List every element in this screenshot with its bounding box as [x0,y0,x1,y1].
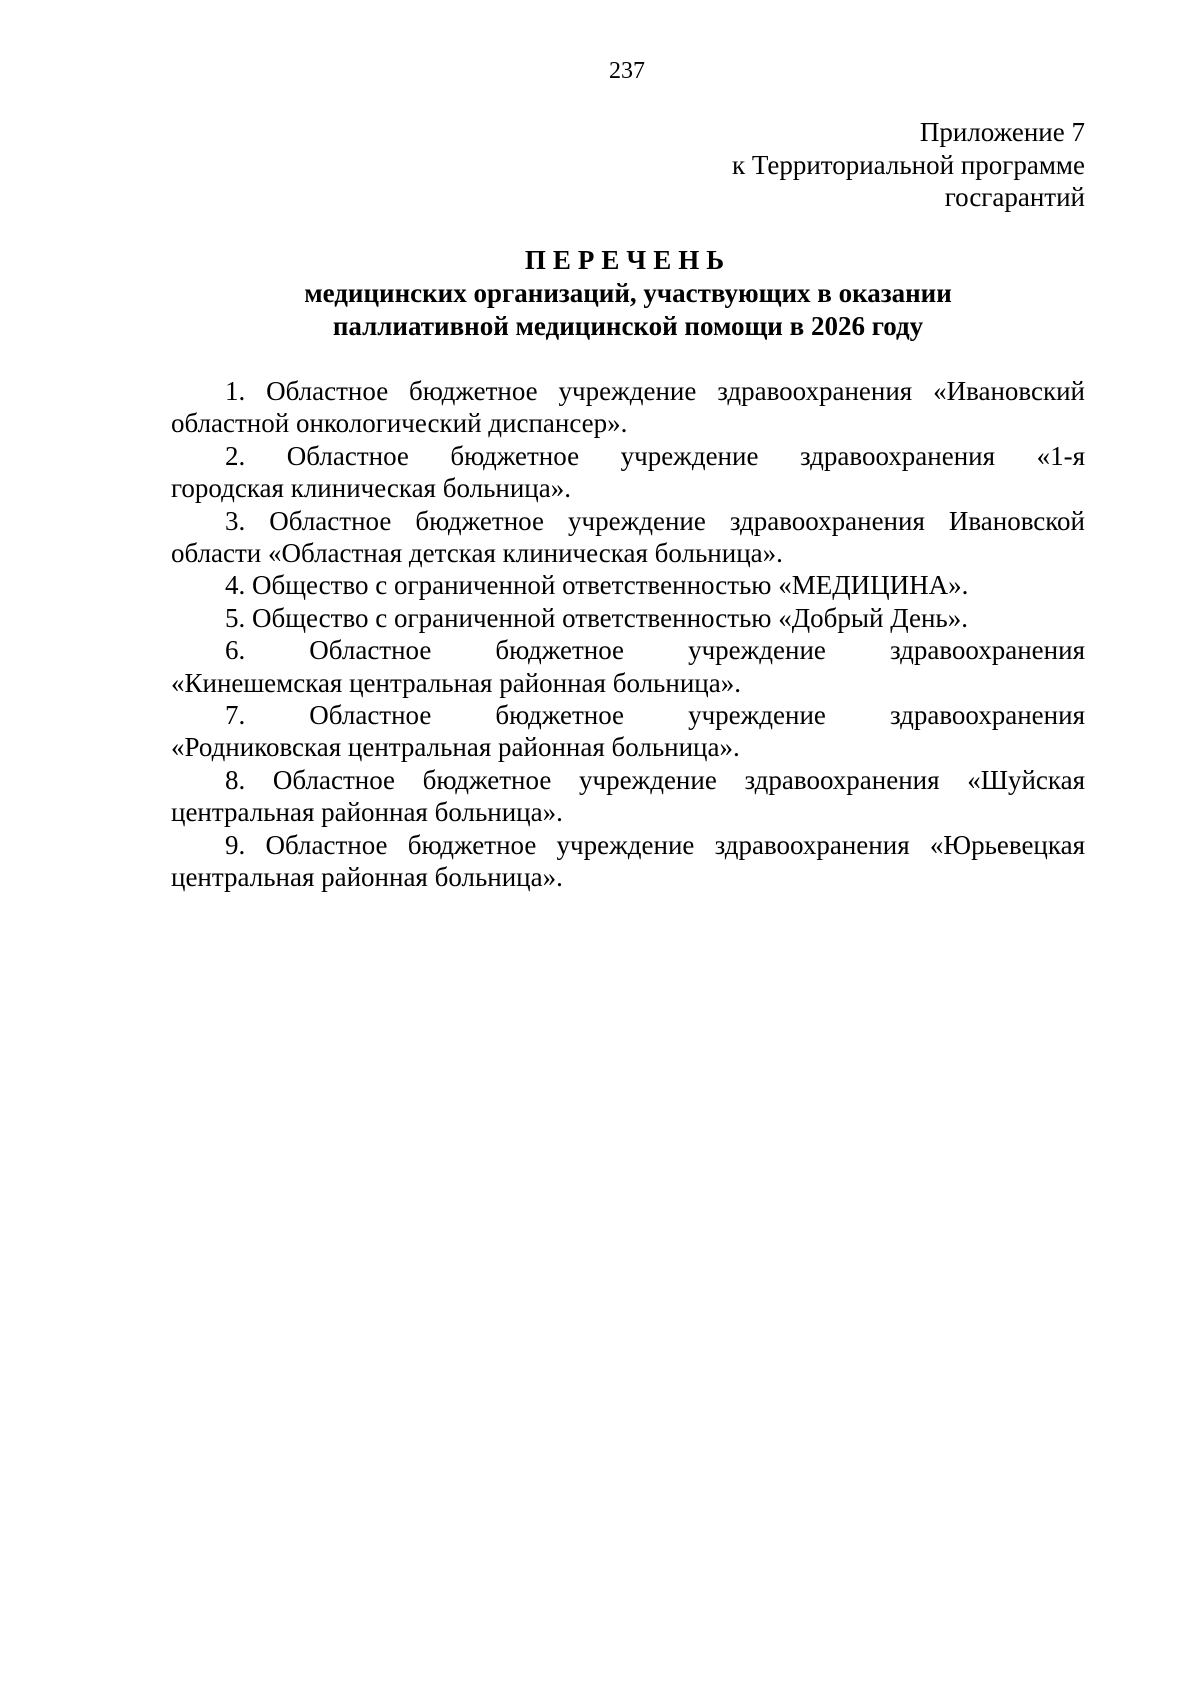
list-item [171,829,1085,894]
document-subtitle: паллиативной медицинской помощи в 2026 году [332,310,924,341]
list-item [171,602,1085,634]
list-item [171,505,1085,570]
appendix-reference [732,116,1085,214]
appendix-line: Приложение 7 [919,117,1085,147]
appendix-line: госгарантий [944,182,1085,212]
list-item-line: 3. Областное бюджетное учреждение здравоохранения Ивановской [225,505,1085,536]
list-item-line: центральная районная больница». [171,797,563,828]
document-heading [171,244,1085,342]
list-item-line: 2. Областное бюджетное учреждение здравоохранения «1-я [225,440,1085,471]
page-number: 237 [609,58,645,84]
document-title: ПЕРЕЧЕНЬ [524,245,732,275]
list-item-line: 8. Областное бюджетное учреждение здравоохранения «Шуйская [225,764,1085,795]
list-item [171,440,1085,505]
list-item-line: областной онкологический диспансер». [171,408,628,439]
list-item-line: центральная районная больница». [171,861,563,892]
list-item-line: «Кинешемская центральная районная больница». [171,667,741,698]
list-item [171,699,1085,764]
document-subtitle: медицинских организаций, участвующих в оказании [304,278,952,308]
organization-list [171,375,1085,893]
list-item [171,634,1085,699]
list-item-line: 9. Областное бюджетное учреждение здравоохранения «Юрьевецкая [225,829,1085,860]
list-item-line: области «Областная детская клиническая больница». [171,537,783,568]
list-item [171,764,1085,829]
list-item [171,375,1085,440]
list-item-line: 5. Общество с ограниченной ответственностью «Добрый День». [225,602,968,633]
list-item-line: 1. Областное бюджетное учреждение здравоохранения «Ивановский [225,376,1085,406]
list-item [171,569,1085,601]
list-item-line: «Родниковская центральная районная больница». [171,732,740,763]
list-item-line: 7. Областное бюджетное учреждение здравоохранения [225,700,1085,730]
list-item-line: городская клиническая больница». [171,473,571,504]
appendix-line: к Территориальной программе [732,149,1085,180]
list-item-line: 4. Общество с ограниченной ответственностью «МЕДИЦИНА». [225,570,969,601]
list-item-line: 6. Областное бюджетное учреждение здравоохранения [225,635,1085,666]
